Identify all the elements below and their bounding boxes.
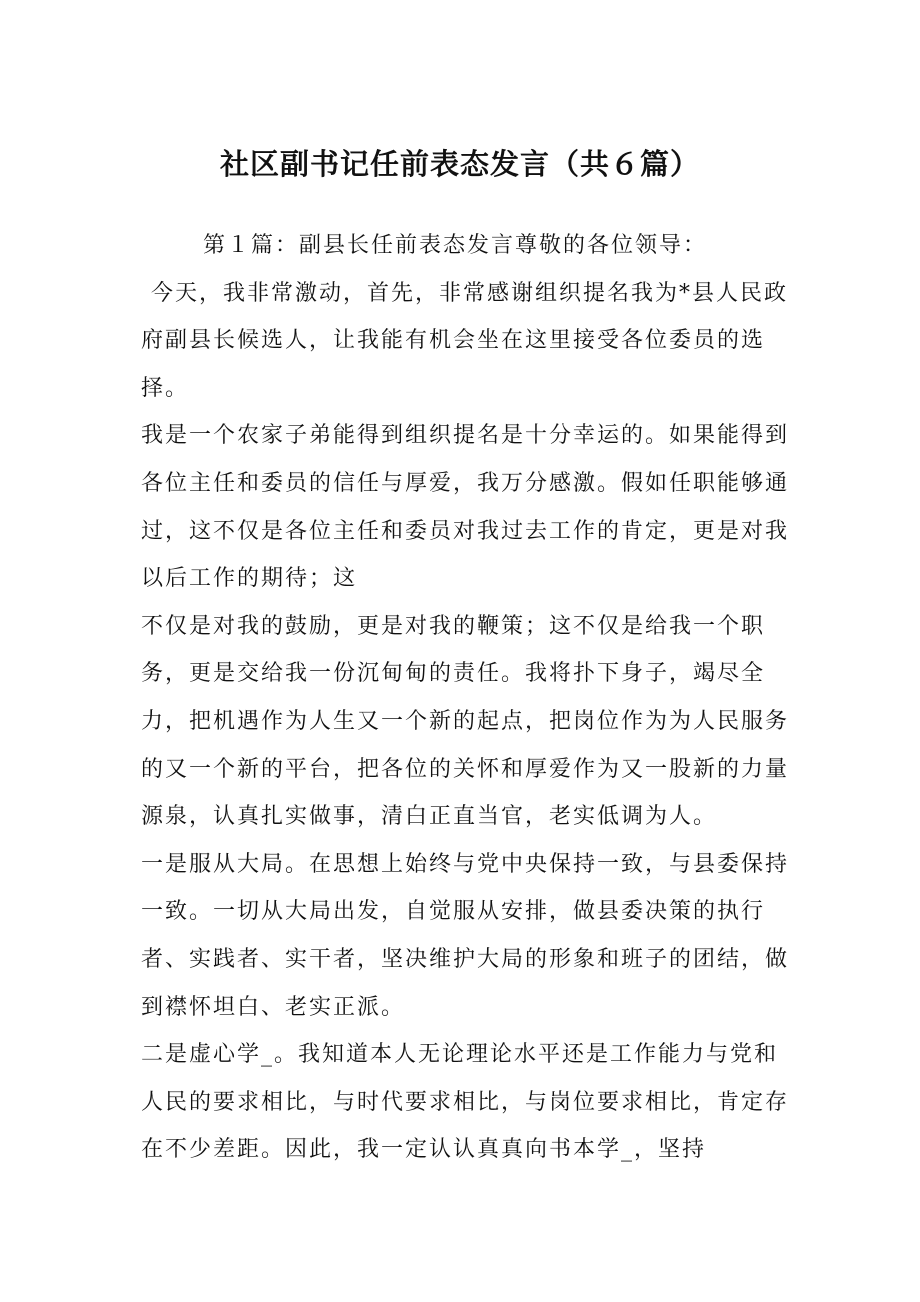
document-body bbox=[141, 222, 791, 1174]
document-title: 社区副书记任前表态发言（共６篇） bbox=[219, 147, 700, 181]
paragraph: 二是虚心学_。我知道本人无论理论水平还是工作能力与党和人民的要求相比，与时代要求相比，与岗位要求相比，肯定存在不少差距。因此，我一定认认真真向书本学_，坚持 bbox=[141, 1042, 790, 1163]
paragraph: 今天，我非常激动，首先，非常感谢组织提名我为*县人民政府副县长候选人，让我能有机会坐在这里接受各位委员的选择。 bbox=[141, 280, 789, 401]
paragraph: 我是一个农家子弟能得到组织提名是十分幸运的。如果能得到各位主任和委员的信任与厚爱，我万分感激。假如任职能够通过，这不仅是各位主任和委员对我过去工作的肯定，更是对我以后工作的期待；这 bbox=[141, 423, 790, 592]
paragraph: 不仅是对我的鼓励，更是对我的鞭策；这不仅是给我一个职务，更是交给我一份沉甸甸的责任。我将扑下身子，竭尽全力，把机遇作为人生又一个新的起点，把岗位作为为人民服务的又一个新的平台，把各位的关怀和厚爱作为又一股新的力量源泉，认真扎实做事，清白正直当官，老实低调为人。 bbox=[141, 613, 790, 830]
section-heading: 第１篇：副县长任前表态发言尊敬的各位领导： bbox=[203, 233, 708, 258]
paragraph: 一是服从大局。在思想上始终与党中央保持一致，与县委保持一致。一切从大局出发，自觉服从安排，做县委决策的执行者、实践者、实干者，坚决维护大局的形象和班子的团结，做到襟怀坦白、老实正派。 bbox=[141, 851, 790, 1020]
